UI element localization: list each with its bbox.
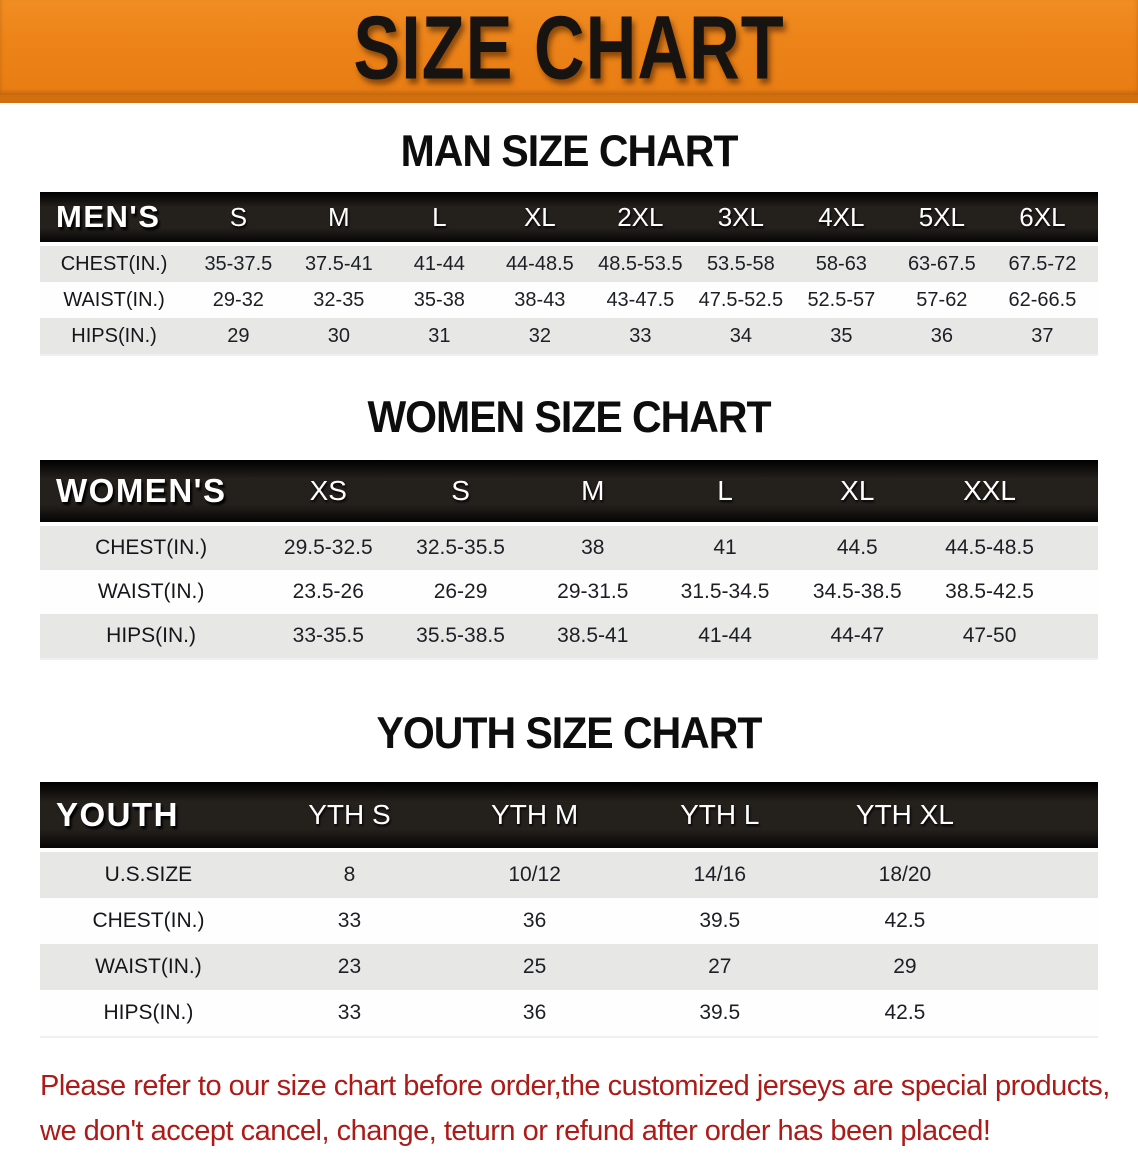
cell: 32: [490, 318, 591, 356]
column-header: XS: [262, 460, 394, 522]
cell: 38.5-41: [527, 614, 659, 660]
section-heading: YOUTH SIZE CHART: [376, 708, 762, 758]
table-row: [40, 898, 1098, 944]
table-head: [40, 460, 1098, 522]
size-table: [40, 782, 1098, 1038]
filler-cell: [1056, 570, 1098, 614]
table-row: [40, 522, 1098, 570]
footer-note-line1: Please refer to our size chart before order,the customized jerseys are special products,: [40, 1070, 1110, 1102]
size-chart-sections: [0, 128, 1138, 1038]
cell: 27: [627, 944, 812, 990]
cell: 35-38: [389, 282, 490, 318]
filler-cell: [998, 782, 1099, 848]
table-row: [40, 318, 1098, 356]
cell: 53.5-58: [691, 242, 792, 282]
cell: 41: [659, 522, 791, 570]
column-header: XL: [791, 460, 923, 522]
table-row: [40, 570, 1098, 614]
cell: 67.5-72: [992, 242, 1093, 282]
filler-cell: [1056, 614, 1098, 660]
cell: 18/20: [812, 848, 997, 898]
cell: 29-31.5: [527, 570, 659, 614]
cell: 39.5: [627, 898, 812, 944]
table-row: [40, 990, 1098, 1038]
row-label: HIPS(IN.): [40, 990, 257, 1038]
cell: 29-32: [188, 282, 289, 318]
cell: 35: [791, 318, 892, 356]
column-header: M: [527, 460, 659, 522]
cell: 34.5-38.5: [791, 570, 923, 614]
cell: 44-48.5: [490, 242, 591, 282]
cell: 43-47.5: [590, 282, 691, 318]
cell: 30: [289, 318, 390, 356]
cell: 47.5-52.5: [691, 282, 792, 318]
cell: 31: [389, 318, 490, 356]
column-header: YTH M: [442, 782, 627, 848]
cell: 34: [691, 318, 792, 356]
cell: 32-35: [289, 282, 390, 318]
cell: 35-37.5: [188, 242, 289, 282]
row-label: CHEST(IN.): [40, 242, 188, 282]
group-label: YOUTH: [40, 782, 257, 848]
cell: 33-35.5: [262, 614, 394, 660]
cell: 63-67.5: [892, 242, 993, 282]
column-header: S: [394, 460, 526, 522]
section-heading: WOMEN SIZE CHART: [367, 392, 771, 442]
footer-note-line2: we don't accept cancel, change, teturn or refund after order has been placed!: [40, 1115, 991, 1147]
column-header: YTH L: [627, 782, 812, 848]
cell: 26-29: [394, 570, 526, 614]
cell: 39.5: [627, 990, 812, 1038]
column-header: L: [389, 192, 490, 242]
cell: 41-44: [659, 614, 791, 660]
group-label: WOMEN'S: [40, 460, 262, 522]
filler-cell: [998, 944, 1099, 990]
cell: 42.5: [812, 898, 997, 944]
table-row: [40, 848, 1098, 898]
row-label: CHEST(IN.): [40, 522, 262, 570]
filler-cell: [1093, 242, 1098, 282]
filler-cell: [1056, 522, 1098, 570]
table-row: [40, 282, 1098, 318]
size-table: [40, 460, 1098, 660]
row-label: WAIST(IN.): [40, 282, 188, 318]
table-head: [40, 192, 1098, 242]
cell: 33: [590, 318, 691, 356]
column-header: 2XL: [590, 192, 691, 242]
cell: 8: [257, 848, 442, 898]
column-header: 3XL: [691, 192, 792, 242]
table-header-row: [40, 460, 1098, 522]
filler-cell: [998, 990, 1099, 1038]
size-section: [0, 128, 1138, 356]
cell: 57-62: [892, 282, 993, 318]
table-body: [40, 522, 1098, 660]
column-header: 6XL: [992, 192, 1093, 242]
cell: 42.5: [812, 990, 997, 1038]
cell: 36: [442, 990, 627, 1038]
filler-cell: [998, 848, 1099, 898]
cell: 36: [892, 318, 993, 356]
cell: 44-47: [791, 614, 923, 660]
cell: 38-43: [490, 282, 591, 318]
row-label: CHEST(IN.): [40, 898, 257, 944]
size-section: [0, 710, 1138, 1038]
cell: 35.5-38.5: [394, 614, 526, 660]
table-row: [40, 242, 1098, 282]
cell: 32.5-35.5: [394, 522, 526, 570]
table-header-row: [40, 782, 1098, 848]
table-head: [40, 782, 1098, 848]
row-label: WAIST(IN.): [40, 570, 262, 614]
row-label: HIPS(IN.): [40, 614, 262, 660]
cell: 44.5: [791, 522, 923, 570]
cell: 10/12: [442, 848, 627, 898]
cell: 37: [992, 318, 1093, 356]
table-body: [40, 242, 1098, 356]
table-row: [40, 614, 1098, 660]
cell: 29.5-32.5: [262, 522, 394, 570]
cell: 48.5-53.5: [590, 242, 691, 282]
cell: 14/16: [627, 848, 812, 898]
filler-cell: [1093, 192, 1098, 242]
section-heading: MAN SIZE CHART: [400, 126, 738, 176]
column-header: YTH S: [257, 782, 442, 848]
column-header: 4XL: [791, 192, 892, 242]
column-header: 5XL: [892, 192, 993, 242]
cell: 33: [257, 990, 442, 1038]
table-body: [40, 848, 1098, 1038]
row-label: WAIST(IN.): [40, 944, 257, 990]
row-label: HIPS(IN.): [40, 318, 188, 356]
row-label: U.S.SIZE: [40, 848, 257, 898]
filler-cell: [1093, 282, 1098, 318]
cell: 31.5-34.5: [659, 570, 791, 614]
column-header: XL: [490, 192, 591, 242]
cell: 58-63: [791, 242, 892, 282]
column-header: S: [188, 192, 289, 242]
cell: 23.5-26: [262, 570, 394, 614]
cell: 23: [257, 944, 442, 990]
filler-cell: [1056, 460, 1098, 522]
table-header-row: [40, 192, 1098, 242]
cell: 37.5-41: [289, 242, 390, 282]
table-row: [40, 944, 1098, 990]
footer-note: [40, 1064, 1118, 1154]
column-header: YTH XL: [812, 782, 997, 848]
size-table: [40, 192, 1098, 356]
filler-cell: [1093, 318, 1098, 356]
group-label: MEN'S: [40, 192, 188, 242]
page-title: SIZE CHART: [353, 0, 785, 99]
column-header: XXL: [923, 460, 1055, 522]
cell: 29: [188, 318, 289, 356]
cell: 44.5-48.5: [923, 522, 1055, 570]
size-section: [0, 394, 1138, 660]
cell: 52.5-57: [791, 282, 892, 318]
cell: 25: [442, 944, 627, 990]
cell: 47-50: [923, 614, 1055, 660]
cell: 38: [527, 522, 659, 570]
cell: 33: [257, 898, 442, 944]
cell: 38.5-42.5: [923, 570, 1055, 614]
column-header: L: [659, 460, 791, 522]
cell: 29: [812, 944, 997, 990]
cell: 36: [442, 898, 627, 944]
column-header: M: [289, 192, 390, 242]
filler-cell: [998, 898, 1099, 944]
cell: 62-66.5: [992, 282, 1093, 318]
banner: [0, 0, 1138, 103]
cell: 41-44: [389, 242, 490, 282]
